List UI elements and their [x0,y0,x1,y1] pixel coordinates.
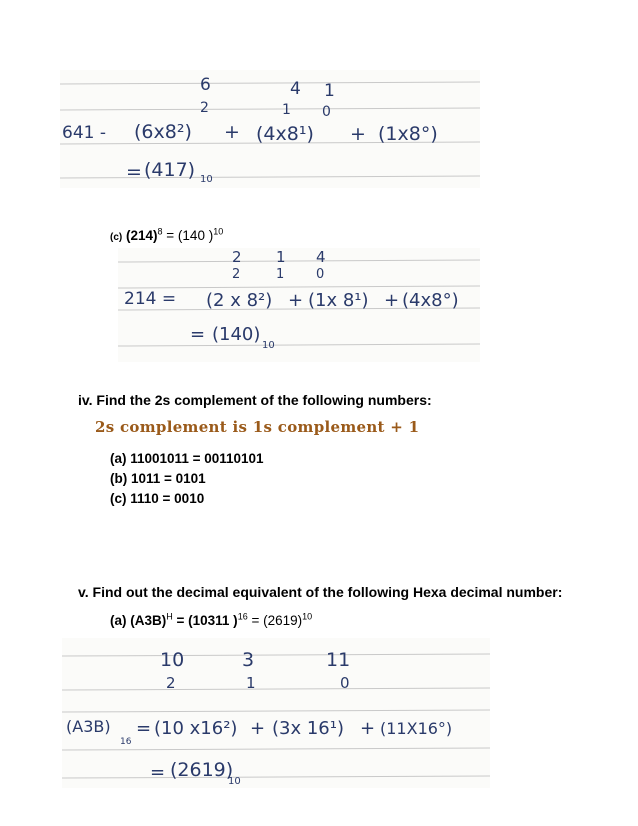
section-v-heading: v. Find out the decimal equivalent of the following Hexa decimal number: [78,584,563,600]
digit-4: 4 [316,248,326,266]
notebook-lines [60,70,480,188]
result-base: 10 [228,776,241,787]
handwritten-calculation-641 [60,70,480,188]
notebook-lines [118,248,480,362]
plus-sign: + [250,718,266,739]
equals-sign: = [150,762,166,783]
digit-4: 4 [290,79,301,99]
handwritten-calculation-214 [118,248,480,362]
plus-sign: + [384,290,400,311]
power-2: 2 [232,267,241,282]
term-6x8-2: (6x8²) [134,121,192,143]
base-16: 16 [237,611,248,622]
hex-item-a: (a) $(A3B)^H = (10311$ )$^{16} = (2619)^{10}$ [110,611,313,628]
base-h: H [166,611,173,622]
digit-1: 1 [324,81,335,101]
digit-2: 2 [232,248,242,266]
lhs-641: 641 - [62,123,106,143]
part-c-label: (c) [110,232,123,243]
power-2: 2 [166,674,176,692]
result-base: 10 [262,340,275,351]
list-item: (c) 1110 = 0010 [110,491,205,506]
term-10x16-2: (10 x16²) [154,718,238,739]
digit-1: 1 [276,248,286,266]
hex-result: (2619) [263,613,303,628]
power-0: 0 [340,674,350,692]
digit-3: 3 [242,649,255,671]
equals-sign: = [126,161,142,183]
power-0: 0 [316,267,325,282]
plus-sign: + [224,121,240,143]
term-1x8-1: (1x 8¹) [308,290,369,311]
notebook-lines [62,638,490,788]
base-10: 10 [213,226,224,237]
term-11x16-0: (11X16°) [380,719,453,738]
digit-6: 6 [200,75,211,95]
part-c-line [110,228,223,243]
term-4x8-1: (4x8¹) [256,123,314,145]
equals-sign: = [136,718,152,739]
part-c-number: $(214)^8$ [126,226,163,243]
result-417: (417) [144,159,196,181]
power-0: 0 [322,104,331,120]
part-c-result: = (140 )$^{10}$ [166,226,224,243]
lhs-a3b: (A3B) [66,717,111,736]
list-item: (a) 11001011 = 00110101 [110,451,264,466]
equals-sign: = [190,324,206,345]
plus-sign: + [360,718,376,739]
plus-sign: + [350,123,366,145]
result-140: (140) [212,324,261,345]
lhs-214: 214 = [124,289,177,309]
plus-sign: + [288,290,304,311]
list-item: (b) 1011 = 0101 [110,471,206,486]
term-1x8-0: (1x8°) [378,123,438,145]
lhs-base-16: 16 [120,737,132,747]
digit-11: 11 [326,649,351,671]
power-2: 2 [200,100,209,116]
result-2619: (2619) [170,759,234,781]
term-2x8-2: (2 x 8²) [206,290,273,311]
twos-complement-rule: 2s complement is 1s complement + 1 [95,418,420,436]
handwritten-calculation-a3b [62,638,490,788]
term-4x8-0: (4x8°) [402,290,459,311]
base-8: 8 [157,226,163,237]
digit-10: 10 [160,649,185,671]
result-base: 10 [200,174,213,185]
power-1: 1 [282,102,291,118]
term-3x16-1: (3x 16¹) [272,718,344,739]
power-1: 1 [276,267,285,282]
base-10: 10 [302,611,313,622]
power-1: 1 [246,674,256,692]
section-iv-heading: iv. Find the 2s complement of the following numbers: [78,392,432,408]
